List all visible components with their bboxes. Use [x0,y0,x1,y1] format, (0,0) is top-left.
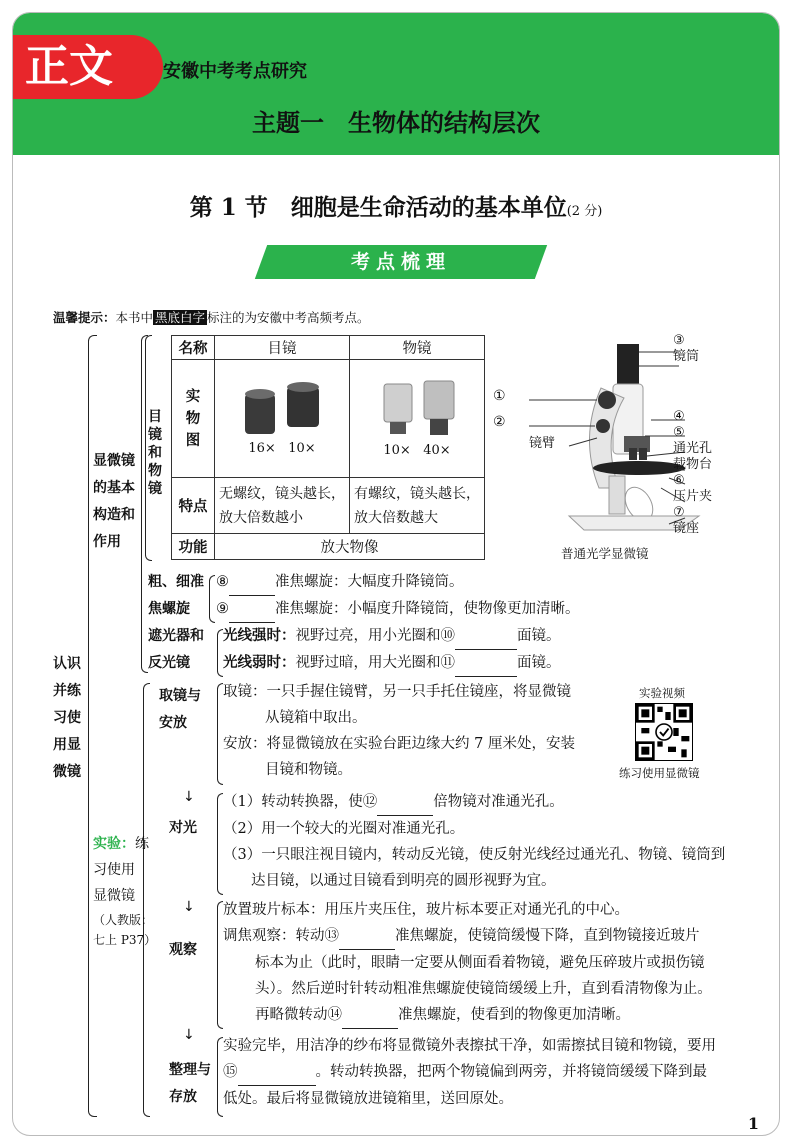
experiment-source: 七上 P37） [93,933,157,947]
lens-label-char: 和 [148,445,162,461]
step-take-line: 取镜：一只手握住镜臂，另一只手托住镜座，将显微镜 [223,684,571,700]
eyepiece-image [227,382,337,437]
objective-mag: 40× [423,443,451,458]
observe-l2a: 调焦观察：转动 [223,928,325,944]
step-take-label-line: 取镜与 [159,688,201,704]
label-clip: 压片夹 [673,489,713,504]
light-label [148,623,204,677]
tip-highlight: 黑底白字 [155,310,206,325]
table-head-name: 名称 [172,336,215,360]
step-store-label [169,1057,211,1111]
blank-line[interactable] [455,623,517,650]
objective-mags [351,443,483,458]
screw-row-fine [216,596,580,623]
lens-label-char: 目 [148,409,162,425]
experiment-label-line: 练 [135,836,149,852]
step-take-line: 安放：将显微镜放在实验台距边缘大约 7 厘米处，安装 [223,736,575,752]
label-n3: ③ [673,333,685,348]
step-take-label-line: 安放 [159,715,187,731]
review-banner [255,245,547,279]
observe-line: 头）。然后逆时针转动粗准焦螺旋使镜筒缓缓上升，直到看清物像为止。 [255,981,712,997]
main-topic-line: 认识 [53,656,81,672]
step-take-line: 目镜和物镜。 [265,762,352,778]
observe-line: 放置玻片标本：用压片夹压住，玻片标本要正对通光孔的中心。 [223,902,629,918]
label-n1: ① [493,388,506,404]
objective-mag: 10× [383,443,411,458]
eyepiece-mags [216,441,348,456]
section-title [13,189,779,222]
photo-label-char: 图 [185,432,201,449]
screws-label [148,569,204,623]
label-n7: ⑦ [673,505,685,520]
series-title: 安徽中考考点研究 [163,61,307,82]
objective-photos [350,360,485,478]
lens-label-char: 镜 [148,481,162,497]
review-banner-label: 考点梳理 [350,251,451,273]
step-store-text [223,1033,716,1112]
arrow-down-icon: ↓ [183,789,195,805]
screws-bracket [209,575,215,623]
section-points: (2 分) [566,204,603,219]
blank-line[interactable] [377,789,433,816]
blank-num: ⑫ [362,794,378,810]
step-store-label-line: 整理与 [169,1062,211,1078]
structure-label-line: 作用 [93,534,121,550]
label-arm: 镜臂 [529,436,556,451]
structure-label-line: 显微镜 [93,453,135,469]
align-line: 达目镜，以通过目镜看到明亮的圆形视野为宜。 [251,873,556,889]
label-tube: 镜筒 [673,349,700,364]
blank-line[interactable] [455,650,517,677]
step-take-label [159,683,201,737]
header-banner [13,13,779,155]
main-topic-line: 微镜 [53,764,81,780]
step-take-text [223,679,575,783]
lens-label [148,408,164,498]
main-topic-line: 用显 [53,737,81,753]
label-n6: ⑥ [673,473,685,488]
light-strong-end: 面镜。 [517,628,561,644]
observe-l2b: 准焦螺旋，使镜筒缓慢下降，直到物镜接近玻片 [395,928,700,944]
label-hole: 通光孔 [673,441,713,456]
experiment-source: （人教版： [93,913,154,927]
diagram-caption: 普通光学显微镜 [561,546,649,561]
blank-line[interactable] [238,1059,316,1086]
blank-num: ⑬ [324,928,339,944]
light-label-line: 遮光器和 [148,628,204,644]
experiment-label-line: 显微镜 [93,888,135,904]
experiment-label [93,831,156,949]
lens-table [171,335,485,560]
light-row-weak [223,650,561,677]
screw-fine-text: 准焦螺旋：小幅度升降镜筒，使物像更加清晰。 [275,601,580,617]
light-weak-end: 面镜。 [517,655,561,671]
label-n4: ④ [673,409,685,424]
structure-label-line: 构造和 [93,507,135,523]
arrow-down-icon: ↓ [183,899,195,915]
label-base: 镜座 [673,521,700,536]
align-line: （3）一只眼注视目镜内，转动反光镜，使反射光线经过通光孔、物镜、镜筒到 [223,847,726,863]
qr-code-icon[interactable] [635,703,693,761]
diagram-right-labels [673,409,712,537]
tip-prefix: 温馨提示： [53,310,116,325]
tip-before: 本书中 [115,310,154,325]
step-align-text [223,789,725,894]
observe-l5b: 准焦螺旋，使看到的物像更加清晰。 [398,1007,630,1023]
screws-label-line: 粗、细准 [148,574,204,590]
theme-title: 主题一 生物体的结构层次 [252,109,540,137]
store-line: 低处。最后将显微镜放进镜箱里，送回原处。 [223,1091,513,1107]
tip-line [53,308,370,326]
structure-label-line: 的基本 [93,480,135,496]
eyepiece-mag: 10× [288,440,316,456]
blank-num: ⑭ [327,1007,342,1023]
table-photo-label [172,360,215,478]
screw-coarse-text: 准焦螺旋：大幅度升降镜筒。 [275,574,464,590]
blank-num: ⑨ [216,601,229,617]
feature-objective: 有螺纹，镜头越长，放大倍数越大 [350,478,485,534]
diagram-label-tube [673,333,699,365]
feature-eyepiece: 无螺纹，镜头越长，放大倍数越小 [215,478,350,534]
align-l1b: 倍物镜对准通光孔。 [433,794,564,810]
screws-label-line: 焦螺旋 [148,601,190,617]
step-observe-text [223,897,712,1029]
blank-num: ⑪ [440,655,455,671]
photo-label-char: 实 [185,388,201,405]
light-weak-text: 视野过暗，用大光圈和 [295,655,441,671]
page-number: 1 [747,1114,759,1133]
structure-label [93,448,135,556]
light-row-strong [223,623,561,650]
step-store-label-line: 存放 [169,1089,197,1105]
function-value: 放大物像 [215,534,485,560]
arrow-down-icon: ↓ [183,1027,195,1043]
main-topic-line: 习使 [53,710,81,726]
video-caption: 练习使用显微镜 [619,766,700,780]
blank-line[interactable] [339,923,395,950]
function-label: 功能 [172,534,215,560]
store-l2b: 。转动转换器，把两个物镜偏到两旁，并将镜筒缓缓下降到最 [315,1064,707,1080]
blank-num: ⑧ [216,574,229,590]
light-strong-text: 视野过亮，用小光圈和 [295,628,441,644]
eyepiece-mag: 16× [248,440,276,456]
photo-label-char: 物 [185,410,201,427]
blank-num: ⑮ [223,1064,238,1080]
align-l1a: （1）转动转换器，使 [223,794,363,810]
observe-l5a: 再略微转动 [255,1007,328,1023]
light-label-line: 反光镜 [148,655,190,671]
step-take-line: 从镜箱中取出。 [265,710,367,726]
blank-line[interactable] [342,1002,398,1029]
tip-after: 标注的为安徽中考高频考点。 [207,310,370,325]
align-line: （2）用一个较大的光圈对准通光孔。 [223,821,465,837]
step-observe-label: 观察 [169,942,197,958]
blank-line[interactable] [229,569,275,596]
lens-label-char: 镜 [148,427,162,443]
light-weak-head: 光线弱时： [223,654,296,671]
objective-image [362,379,472,439]
label-stage: 载物台 [673,457,713,472]
store-line: 实验完毕，用洁净的纱布将显微镜外表擦拭干净，如需擦拭目镜和物镜，要用 [223,1038,716,1054]
observe-line: 标本为止（此时，眼睛一定要从侧面看着物镜，避免压碎玻片或损伤镜 [255,955,705,971]
table-head-eyepiece: 目镜 [215,336,350,360]
video-title: 实验视频 [639,686,685,700]
feature-label: 特点 [172,478,215,534]
blank-line[interactable] [229,596,275,623]
eyepiece-photos [215,360,350,478]
main-topic-label [53,651,87,786]
light-strong-head: 光线强时： [223,627,296,644]
label-n5: ⑤ [673,425,685,440]
main-text-tag: 正文 [13,35,163,99]
page [12,12,780,1136]
section-title-text: 第 1 节 细胞是生命活动的基本单位 [189,194,567,221]
experiment-label-green: 实验： [93,836,135,852]
lens-label-char: 物 [148,463,162,479]
experiment-label-line: 习使用 [93,862,135,878]
screw-row-coarse [216,569,464,596]
label-n2: ② [493,414,506,430]
blank-num: ⑩ [440,628,455,644]
step-align-label: 对光 [169,820,197,836]
main-topic-line: 并练 [53,683,81,699]
table-head-objective: 物镜 [350,336,485,360]
